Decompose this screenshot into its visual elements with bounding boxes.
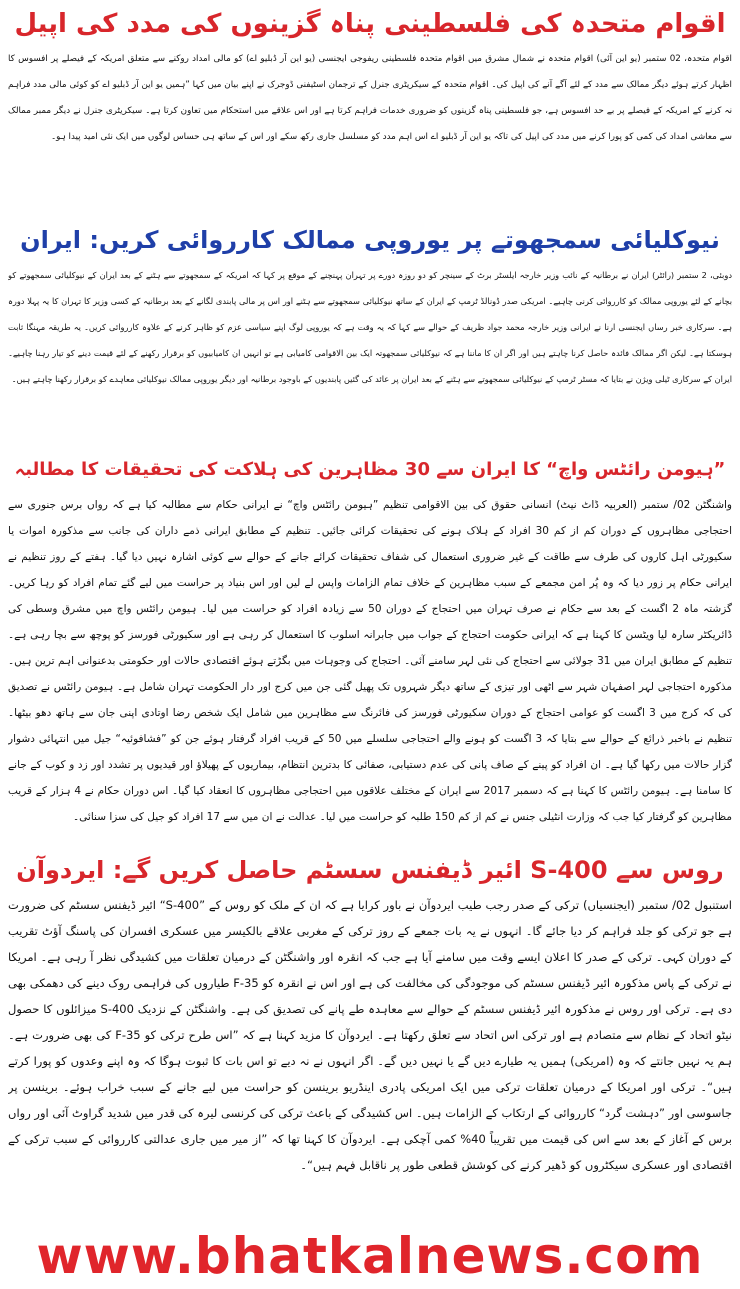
article-body: استنبول 02/ ستمبر (ایجنسیاں) ترکی کے صدر رجب طیب ایردوآن نے باور کرایا ہے کہ ان کے ملک کو روس کے ”S-400“ ائیر ڈیفنس سسٹم کی ضرورت ہے جو ترکی کو جلد فراہم کر دیا جائے گا۔ انہوں نے یہ بات جمعے کے روز ترکی کے مغربی علاقے بالکیسر میں عسکری افسران کی پاسنگ آؤٹ تقریب کے دوران کہی۔ ترکی کے صدر کا اعلان ایسے وقت میں سامنے آیا ہے جب کہ انقرہ اور واشنگٹن کے درمیان تعلقات میں کشیدگی نظر آ رہی ہے۔ امریکا نے ترکی کے پاس مذکورہ ائیر ڈیفنس سسٹم کی موجودگی کی مخالفت کی ہے اور اس نے انقرہ کو F-35 طیاروں کی فراہمی روک دینے کی دھمکی بھی دی ہے۔ ترکی اور روس نے مذکورہ ائیر ڈیفنس سسٹم کے حوالے سے معاہدہ طے پانے کی تصدیق کی ہے۔ واشنگٹن کے نزدیک S-400 میزائلوں کا حصول نیٹو اتحاد کے نظام سے متصادم ہے اور ترکی اس اتحاد سے تعلق رکھتا ہے۔ ایردوآن کا مزید کہنا ہے کہ ”اس طرح ترکی کو F-35 کی بھی ضرورت ہے۔ ہم یہ نہیں جانتے کہ وہ (امریکی) ہمیں یہ طیارے دیں گے یا نہیں دیں گے۔ اگر انہوں نے نہ دیے تو اس بات کا ثبوت ہوگا کہ وہ اپنے وعدوں کو پورا کرتے ہیں“۔ ترکی اور امریکا کے درمیان تعلقات ترکی میں ایک امریکی پادری اینڈریو برینسن کو حراست میں لیے جانے کے سبب خراب ہوئے۔ برینسن پر جاسوسی اور ”دہشت گرد“ کارروائی کے ارتکاب کے الزامات ہیں۔ اس کشیدگی کے باعث ترکی کی کرنسی لیرہ کی قدر میں شدید گراوٹ آئی اور رواں برس کے آغاز کے بعد سے اس کی قیمت میں تقریباً 40% کمی آچکی ہے۔ ایردوآن کا کہنا تھا کہ ”از میر میں جاری عدالتی کارروائی کے سبب ترکی کے اقتصادی اور عسکری سیکٹروں کو ڈھیر کرنے کی کوشش قطعی طور پر ناقابل فہم ہیں“۔ xyxy=(8,898,732,1172)
article-body: اقوام متحدہ، 02 ستمبر (یو این آئی) اقوام متحدہ نے شمال مشرق میں اقوام متحدہ فلسطینی ریفوجی ایجنسی (یو این آر ڈبلیو اے) کو مالی امداد روکنے سے متعلق امریکہ کے فیصلے پر افسوس کا اظہار کرتے ہوئے دیگر ممالک سے مدد کے لئے آگے آنے کی اپیل کی۔ اقوام متحدہ کے سیکریٹری جنرل کے ترجمان اسٹیفنی ڈوجرک نے اپنے بیان میں کہا ”ہمیں یو این آر ڈبلیو اے کو کوئی مالی مدد فراہم نہ کرنے کے امریکہ کے فیصلے پر بے حد افسوس ہے، جو فلسطینی پناہ گزینوں کو ضروری خدمات فراہم کرتا ہے اور اس علاقے میں استحکام میں تعاون کرتا ہے۔ سیکریٹری جنرل نے دیگر ممبر ممالک سے معاشی امداد کی کمی کو پورا کرنے میں مدد کی اپیل کی تاکہ یو این آر ڈبلیو اے اس اہم مدد کو مسلسل جاری رکھ سکے اور اس کے ساتھ ہی حساس لوگوں میں ایک نئی امید پیدا ہو۔ xyxy=(8,54,732,142)
article-headline: ”ہیومن رائٹس واچ“ کا ایران سے 30 مظاہرین کی ہلاکت کی تحقیقات کا مطالبہ xyxy=(14,459,726,480)
article-headline: نیوکلیائی سمجھوتے پر یوروپی ممالک کارروائی کریں: ایران xyxy=(20,226,720,254)
article-human-rights-watch xyxy=(8,450,732,854)
article-body: دوبئی، 2 ستمبر (رائٹر) ایران نے برطانیہ کے نائب وزیر خارجہ ایلسٹر برٹ کے سینچر کو دو روزہ دورے پر تہران پہنچنے کے موقع پر کہا کہ امریکہ کے سمجھوتے سے ہٹنے کے بعد ایران کے نیوکلیائی سمجھوتے کو بچانے کے لئے یوروپی ممالک کو کارروائی کرنی چاہیے۔ امریکی صدر ڈونالڈ ٹرمپ کے ایران کے ساتھ نیوکلیائی سمجھوتے سے ہٹنے اور اس پر مالی پابندی لگانے کے بعد برطانیہ کے کسی وزیر کا تہران کا یہ پہلا دورہ ہے۔ سرکاری خبر رساں ایجنسی ارنا نے ایرانی وزیر خارجہ محمد جواد ظریف کے حوالے سے کہا کہ یہ وقت ہے کہ یوروپی لوگ اپنے سیاسی عزم کو ظاہر کرنے کے علاوہ کارروائی کریں۔ یہ طریقہ مہنگا ثابت ہوسکتا ہے۔ لیکن اگر ممالک فائدہ حاصل کرنا چاہتے ہیں اور اگر ان کا ماننا ہے کہ نیوکلیائی سمجھوتہ ایک بین الاقوامی کامیابی ہے تو انہیں ان کامیابیوں کو برقرار رکھنے کے لئے قیمت دینے کو تیار رہنا چاہیے۔ ایران کے سرکاری ٹیلی ویژن نے بتایا کہ مسٹر ٹرمپ کے نیوکلیائی سمجھوتے سے ہٹنے کے بعد ایران پر عائد کی گئیں پابندیوں کے باوجود برطانیہ اور دیگر یوروپی ممالک نیوکلیائی معاہدے کو برقرار رکھنا چاہتے ہیں۔ xyxy=(8,270,732,384)
article-iran-nuclear xyxy=(8,220,732,414)
article-body: واشنگٹن 02/ ستمبر (العربیہ ڈاٹ نیٹ) انسانی حقوق کی بین الاقوامی تنظیم ”ہیومن رائٹس واچ“ نے ایرانی حکام سے مطالبہ کیا ہے کہ رواں برس جنوری سے احتجاجی مظاہروں کے دوران کم از کم 30 افراد کے ہلاک ہونے کی تحقیقات کرائی جائیں۔ تنظیم کے مطابق ایرانی ذمے داران کی جانب سے مذکورہ اموات یا سکیورٹی اہل کاروں کی طرف سے طاقت کے غیر ضروری استعمال کی شفاف تحقیقات کرائے جانے کے حوالے سے کوئی اشارہ نہیں دیا گیا۔ ہفتے کے روز تنظیم نے ایرانی حکام پر زور دیا کہ وہ پُر امن مجمعے کے سبب مظاہرین کے خلاف تمام الزامات واپس لے لیں اور اس بنیاد پر حراست میں لیے گئے تمام افراد کو رہا کریں۔ گزشتہ ماہ 2 اگست کے بعد سے حکام نے صرف تہران میں احتجاج کے دوران 50 سے زیادہ افراد کو حراست میں لیا۔ ہیومن رائٹس واچ میں مشرق وسطی کی ڈائریکٹر سارہ لیا ویٹسن کا کہنا ہے کہ ایرانی حکومت احتجاج کے جواب میں جابرانہ اسلوب کا استعمال کر رہی ہے اور سکیورٹی فورسز کو پوچھ سے بچا رہی ہے۔ تنظیم کے مطابق ایران میں 31 جولائی سے احتجاج کی نئی لہر سامنے آئی۔ احتجاج کی وجوہات میں بگڑتے ہوئے اقتصادی حالات اور حکومتی بدعنوانی اہم ترین ہیں۔ مذکورہ احتجاجی لہر اصفہان شہر سے اٹھی اور تیزی کے ساتھ دیگر شہروں تک پھیل گئی جن میں کرج اور دار الحکومت تہران شامل ہے۔ ہیومن رائٹس نے تصدیق کی کہ کرج میں 3 اگست کو عوامی احتجاج کے دوران سکیورٹی فورسز کی فائرنگ سے مظاہرین میں شامل ایک شخص رضا اوتادی اپنی جان سے ہاتھ دھو بیٹھا۔ تنظیم نے باخبر ذرائع کے حوالے سے بتایا کہ 3 اگست کو ہونے والے احتجاجی سلسلے میں 50 کے قریب افراد گرفتار ہوئے جن کو ”فشافوئیہ“ جیل میں انتہائی دشوار گزار حالات میں رکھا گیا ہے۔ ان افراد کو پینے کے صاف پانی کی عدم دستیابی، صفائی کا بدترین انتظام، بیماریوں کے پھیلاؤ اور قیدیوں پر تشدد اور زد و کوب کے جانے کا سامنا ہے۔ ہیومن رائٹس کا کہنا ہے کہ دسمبر 2017 سے ایران کے مختلف علاقوں میں احتجاجی مظاہروں کا انعقاد کیا گیا۔ اس دوران حکام نے 4 ہزار کے قریب مظاہرین کو گرفتار کیا جب کہ وزارت انٹیلی جنس نے کم از کم 150 طلبہ کو حراست میں لیا۔ عدالت نے ان میں سے 17 افراد کو جیل کی سزا سنائی۔ xyxy=(8,499,732,823)
article-headline: اقوام متحدہ کی فلسطینی پناہ گزینوں کی مدد کی اپیل xyxy=(14,9,726,39)
site-url-footer: www.bhatkalnews.com xyxy=(36,1228,704,1284)
article-unrwa-appeal xyxy=(8,4,732,170)
article-s400-erdogan xyxy=(8,850,732,1220)
article-headline: روس سے S-400 ائیر ڈیفنس سسٹم حاصل کریں گے: ایردوآن xyxy=(16,856,724,884)
